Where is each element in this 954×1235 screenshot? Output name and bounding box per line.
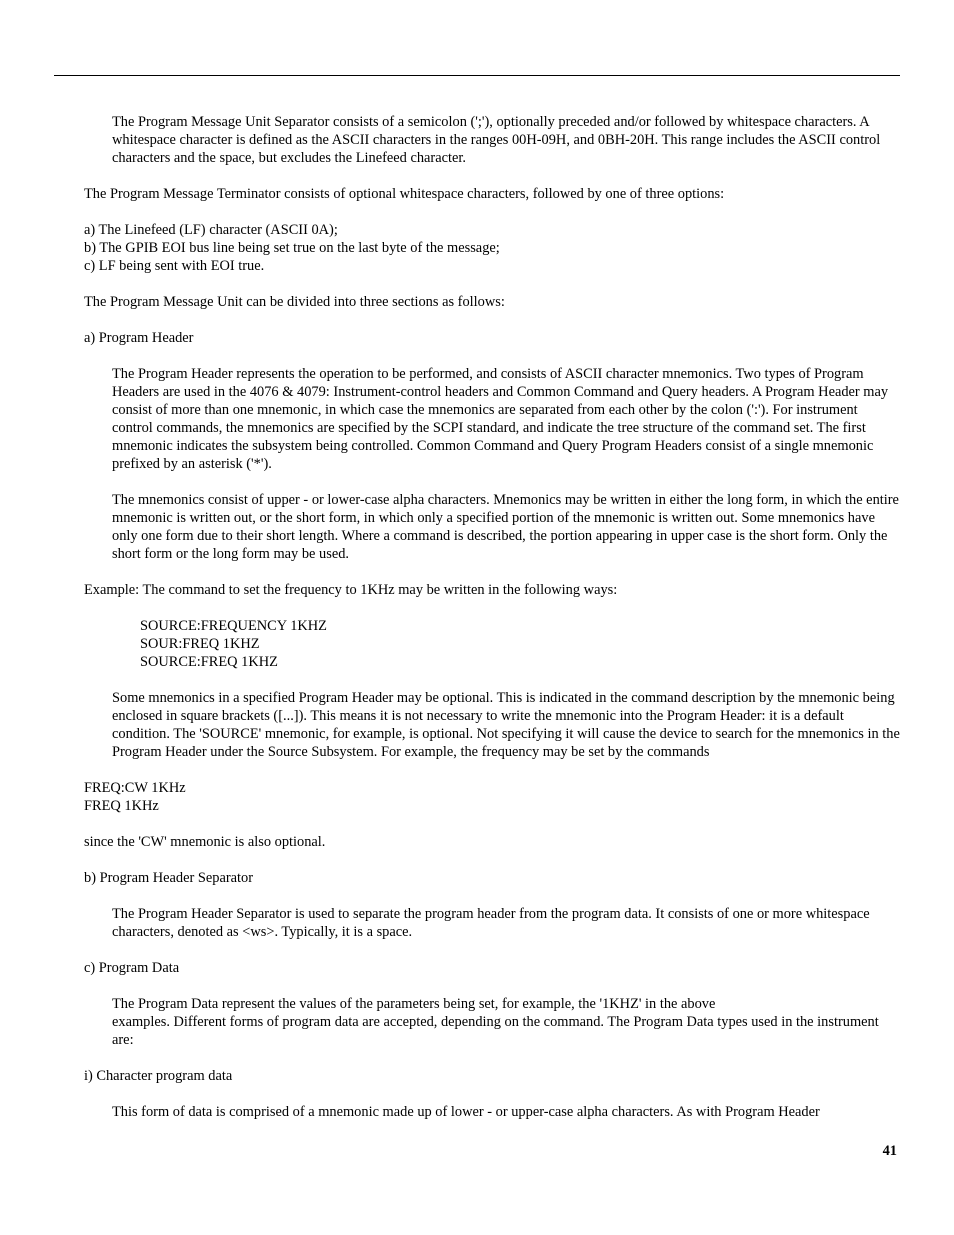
page-number: 41 xyxy=(882,1143,897,1159)
frequency-command: FREQ 1KHz xyxy=(84,798,159,814)
paragraph-example-intro: Example: The command to set the frequency to 1KHz may be written in the following ways: xyxy=(84,582,618,598)
list-item: b) The GPIB EOI bus line being set true on the last byte of the message; xyxy=(84,240,500,256)
paragraph-program-data-line1: The Program Data represent the values of the parameters being set, for example, the '1KHZ' in the above xyxy=(112,996,716,1012)
example-commands xyxy=(140,617,900,671)
heading-program-data: c) Program Data xyxy=(84,960,180,976)
heading-character-data: i) Character program data xyxy=(84,1068,233,1084)
example-command: SOURCE:FREQUENCY 1KHZ xyxy=(140,618,327,634)
paragraph-sections-intro: The Program Message Unit can be divided into three sections as follows: xyxy=(84,294,505,310)
terminator-options xyxy=(84,221,900,275)
paragraph-unit-separator: The Program Message Unit Separator consists of a semicolon (';'), optionally preceded and/or followed by whitespace characters. A whitespace character is defined as the ASCII characters in the ranges 00H-09H, and 0BH-20H. This range includes the ASCII control characters and the space, but excludes the Linefeed character. xyxy=(112,114,881,166)
paragraph-program-header: The Program Header represents the operation to be performed, and consists of ASCII character mnemonics. Two types of Program Headers are used in the 4076 & 4079: Instrument-control headers and Common Command and Query headers. A Program Header may consist of more than one mnemonic, in which case the mnemonics are separated from each other by the colon (':'). For instrument control commands, the mnemonics are specified by the SCPI standard, and indicate the tree structure of the command set. The first mnemonic indicates the subsystem being controlled. Common Command and Query Program Headers consist of a single mnemonic prefixed by an asterisk ('*'). xyxy=(112,366,889,472)
paragraph-terminator: The Program Message Terminator consists of optional whitespace characters, followed by one of three options: xyxy=(84,186,725,202)
list-item: c) LF being sent with EOI true. xyxy=(84,258,265,274)
frequency-command: FREQ:CW 1KHz xyxy=(84,780,186,796)
paragraph-program-data-line2: examples. Different forms of program data are accepted, depending on the command. The Program Data types used in the instrument are: xyxy=(112,1014,879,1048)
header-rule xyxy=(54,75,900,76)
example-command: SOUR:FREQ 1KHZ xyxy=(140,636,260,652)
example-command: SOURCE:FREQ 1KHZ xyxy=(140,654,278,670)
paragraph-optional-mnemonics: Some mnemonics in a specified Program Header may be optional. This is indicated in the command description by the mnemonic being enclosed in square brackets ([...]). This means it is not necessary to write the mnemonic into the Program Header: it is a default condition. The 'SOURCE' mnemonic, for example, is optional. Not specifying it will cause the device to search for the mnemonics in the Program Header under the Source Subsystem. For example, the frequency may be set by the commands xyxy=(112,690,900,760)
page-content xyxy=(84,113,900,1139)
paragraph-mnemonics: The mnemonics consist of upper - or lower-case alpha characters. Mnemonics may be written in either the long form, in which the entire mnemonic is written out, or the short form, in which only a specified portion of the mnemonic is written out. Some mnemonics have only one form due to their short length. Where a command is described, the portion appearing in upper case is the short form. Only the short form or the long form may be used. xyxy=(112,492,899,562)
frequency-commands xyxy=(84,779,900,815)
paragraph-program-data xyxy=(112,995,900,1049)
paragraph-header-separator: The Program Header Separator is used to separate the program header from the program data. It consists of one or more whitespace characters, denoted as <ws>. Typically, it is a space. xyxy=(112,906,870,940)
heading-header-separator: b) Program Header Separator xyxy=(84,870,254,886)
paragraph-character-data: This form of data is comprised of a mnemonic made up of lower - or upper-case alpha characters. As with Program Header xyxy=(112,1104,820,1120)
list-item: a) The Linefeed (LF) character (ASCII 0A); xyxy=(84,222,338,238)
heading-program-header: a) Program Header xyxy=(84,330,194,346)
paragraph-cw-optional: since the 'CW' mnemonic is also optional. xyxy=(84,834,326,850)
